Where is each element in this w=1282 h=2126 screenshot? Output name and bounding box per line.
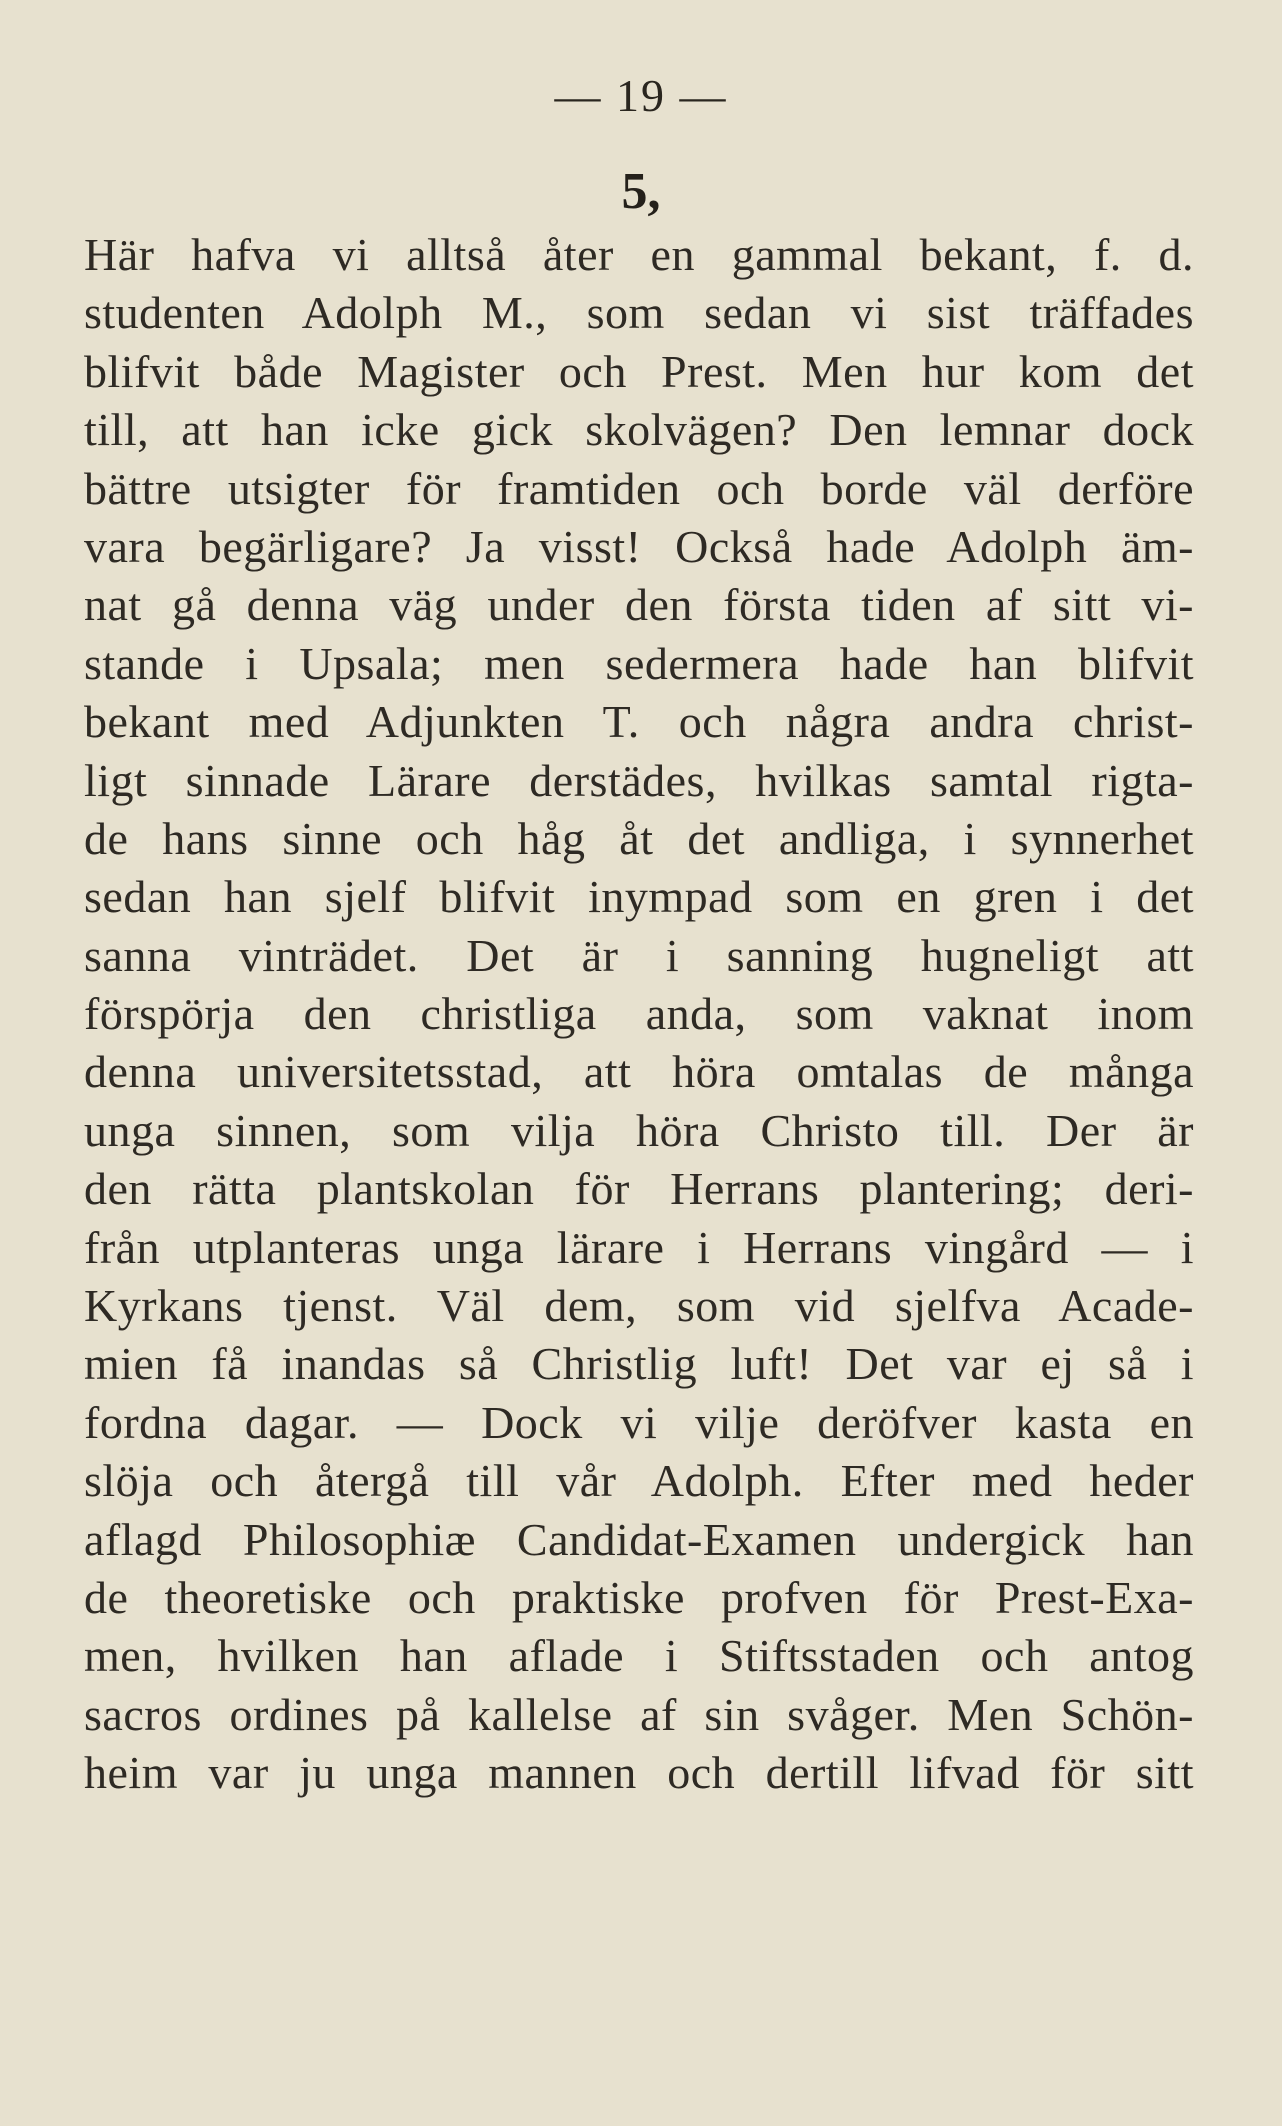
text-line: de theoretiske och praktiske profven för Prest-Exa-: [84, 1571, 1194, 1623]
text-line: blifvit både Magister och Prest. Men hur kom det: [84, 345, 1194, 397]
text-line: mien få inandas så Christlig luft! Det var ej så i: [84, 1338, 1194, 1390]
text-line: Här hafva vi alltså åter en gammal bekant, f. d.: [84, 229, 1194, 280]
text-line: förspörja den christliga anda, som vaknat inom: [84, 988, 1194, 1040]
text-line: den rätta plantskolan för Herrans plantering; deri-: [84, 1163, 1194, 1215]
text-line: fordna dagar. — Dock vi vilje deröfver kasta en: [84, 1396, 1194, 1448]
text-line: men, hvilken han aflade i Stiftsstaden och antog: [84, 1630, 1194, 1682]
text-line: studenten Adolph M., som sedan vi sist träffades: [84, 287, 1194, 339]
text-line: sanna vinträdet. Det är i sanning hugneligt att: [84, 929, 1194, 981]
text-line: bekant med Adjunkten T. och några andra christ-: [84, 696, 1194, 748]
text-line: sacros ordines på kallelse af sin svåger. Men Schön-: [84, 1688, 1194, 1740]
body-text: [84, 226, 1194, 1803]
text-line: sedan han sjelf blifvit inympad som en gren i det: [84, 871, 1194, 923]
page-number: — 19 —: [554, 70, 728, 121]
text-line: nat gå denna väg under den första tiden af sitt vi-: [84, 579, 1194, 631]
text-line: Kyrkans tjenst. Väl dem, som vid sjelfva Acade-: [84, 1280, 1194, 1332]
text-line: ligt sinnade Lärare derstädes, hvilkas samtal rigta-: [84, 754, 1194, 806]
text-line: stande i Upsala; men sedermera hade han blifvit: [84, 637, 1194, 689]
text-line: unga sinnen, som vilja höra Christo till. Der är: [84, 1104, 1194, 1156]
text-line: vara begärligare? Ja visst! Också hade Adolph äm-: [84, 520, 1194, 572]
text-line: till, att han icke gick skolvägen? Den lemnar dock: [84, 404, 1194, 456]
text-line: från utplanteras unga lärare i Herrans vingård — i: [84, 1221, 1194, 1273]
text-line: aflagd Philosophiæ Candidat-Examen undergick han: [84, 1513, 1194, 1565]
section-number: 5,: [621, 163, 661, 220]
text-line: denna universitetsstad, att höra omtalas de många: [84, 1046, 1194, 1098]
text-line: de hans sinne och håg åt det andliga, i synnerhet: [84, 812, 1194, 864]
text-line: heim var ju unga mannen och dertill lifvad för sitt: [84, 1747, 1194, 1799]
text-line: slöja och återgå till vår Adolph. Efter med heder: [84, 1455, 1194, 1507]
text-line: bättre utsigter för framtiden och borde väl derföre: [84, 462, 1194, 514]
